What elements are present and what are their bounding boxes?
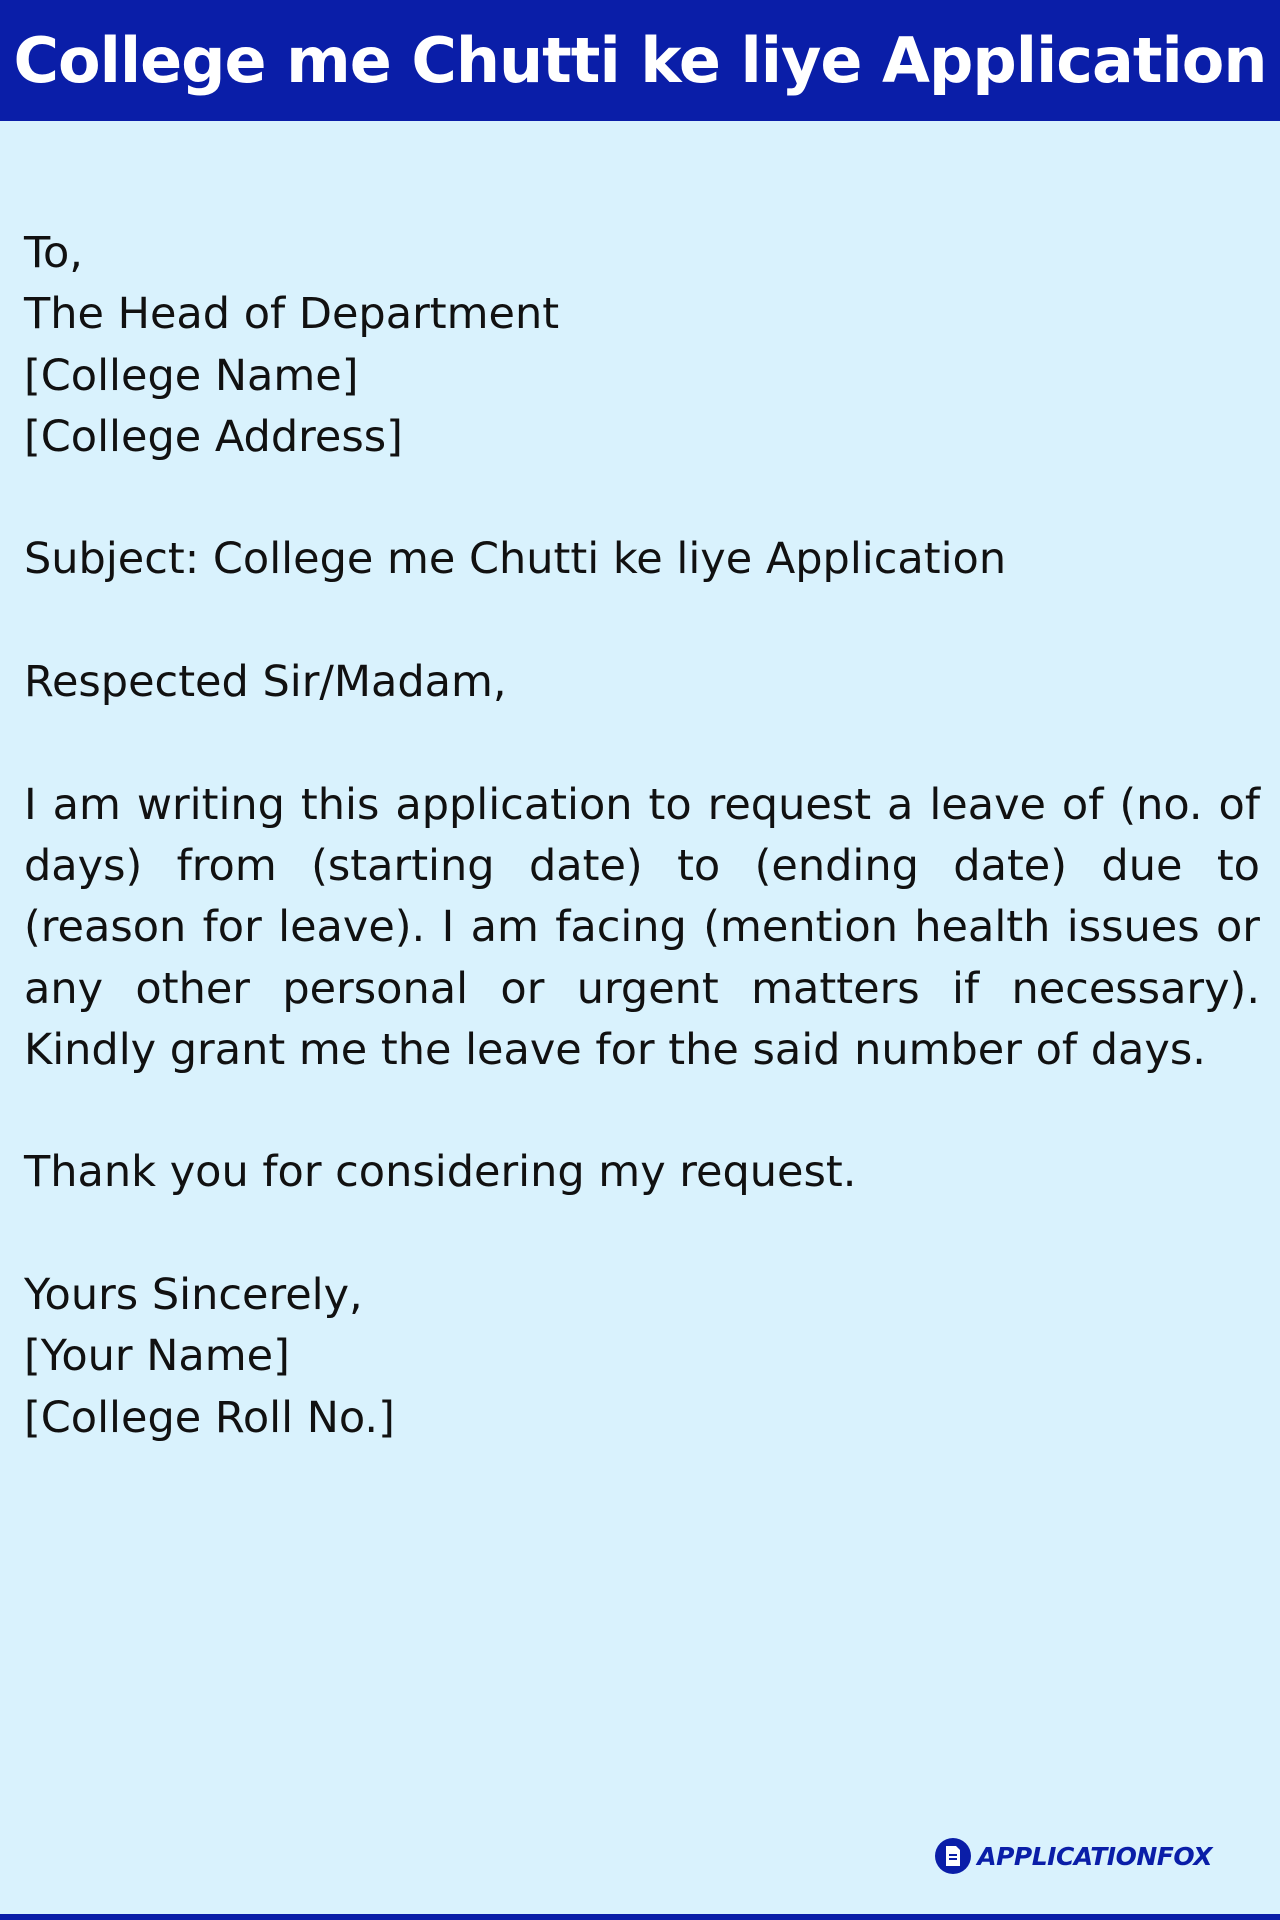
spacer	[24, 1204, 1260, 1265]
letter-closing: Yours Sincerely,	[24, 1270, 363, 1321]
letter-paragraph: I am writing this application to request a leave of (no. of days) from (starting date) to (ending date) due to (reason for leave). I am facing (mention health issues or any other personal or urgent matters if necessary). Kindly grant me the leave for the said number of days.	[24, 779, 1260, 1075]
letter-your-name: [Your Name]	[24, 1331, 290, 1382]
spacer	[24, 713, 1260, 774]
letter-roll-no: [College Roll No.]	[24, 1392, 395, 1443]
spacer	[24, 591, 1260, 652]
letter-body	[24, 223, 1260, 1449]
document-icon	[935, 1838, 971, 1874]
page-title: College me Chutti ke liye Application	[13, 24, 1267, 97]
letter-college-name: [College Name]	[24, 350, 359, 401]
letter-college-address: [College Address]	[24, 411, 403, 462]
letter-greeting: Respected Sir/Madam,	[24, 657, 507, 708]
header-banner	[0, 0, 1280, 121]
brand-logo	[935, 1838, 1212, 1874]
letter-to: To,	[24, 228, 83, 278]
letter-recipient: The Head of Department	[24, 289, 560, 340]
bottom-border	[0, 1914, 1280, 1920]
letter-thanks: Thank you for considering my request.	[24, 1147, 857, 1198]
letter-subject: Subject: College me Chutti ke liye Application	[24, 534, 1007, 585]
brand-name: APPLICATIONFOX	[977, 1841, 1212, 1871]
spacer	[24, 1081, 1260, 1142]
spacer	[24, 468, 1260, 529]
